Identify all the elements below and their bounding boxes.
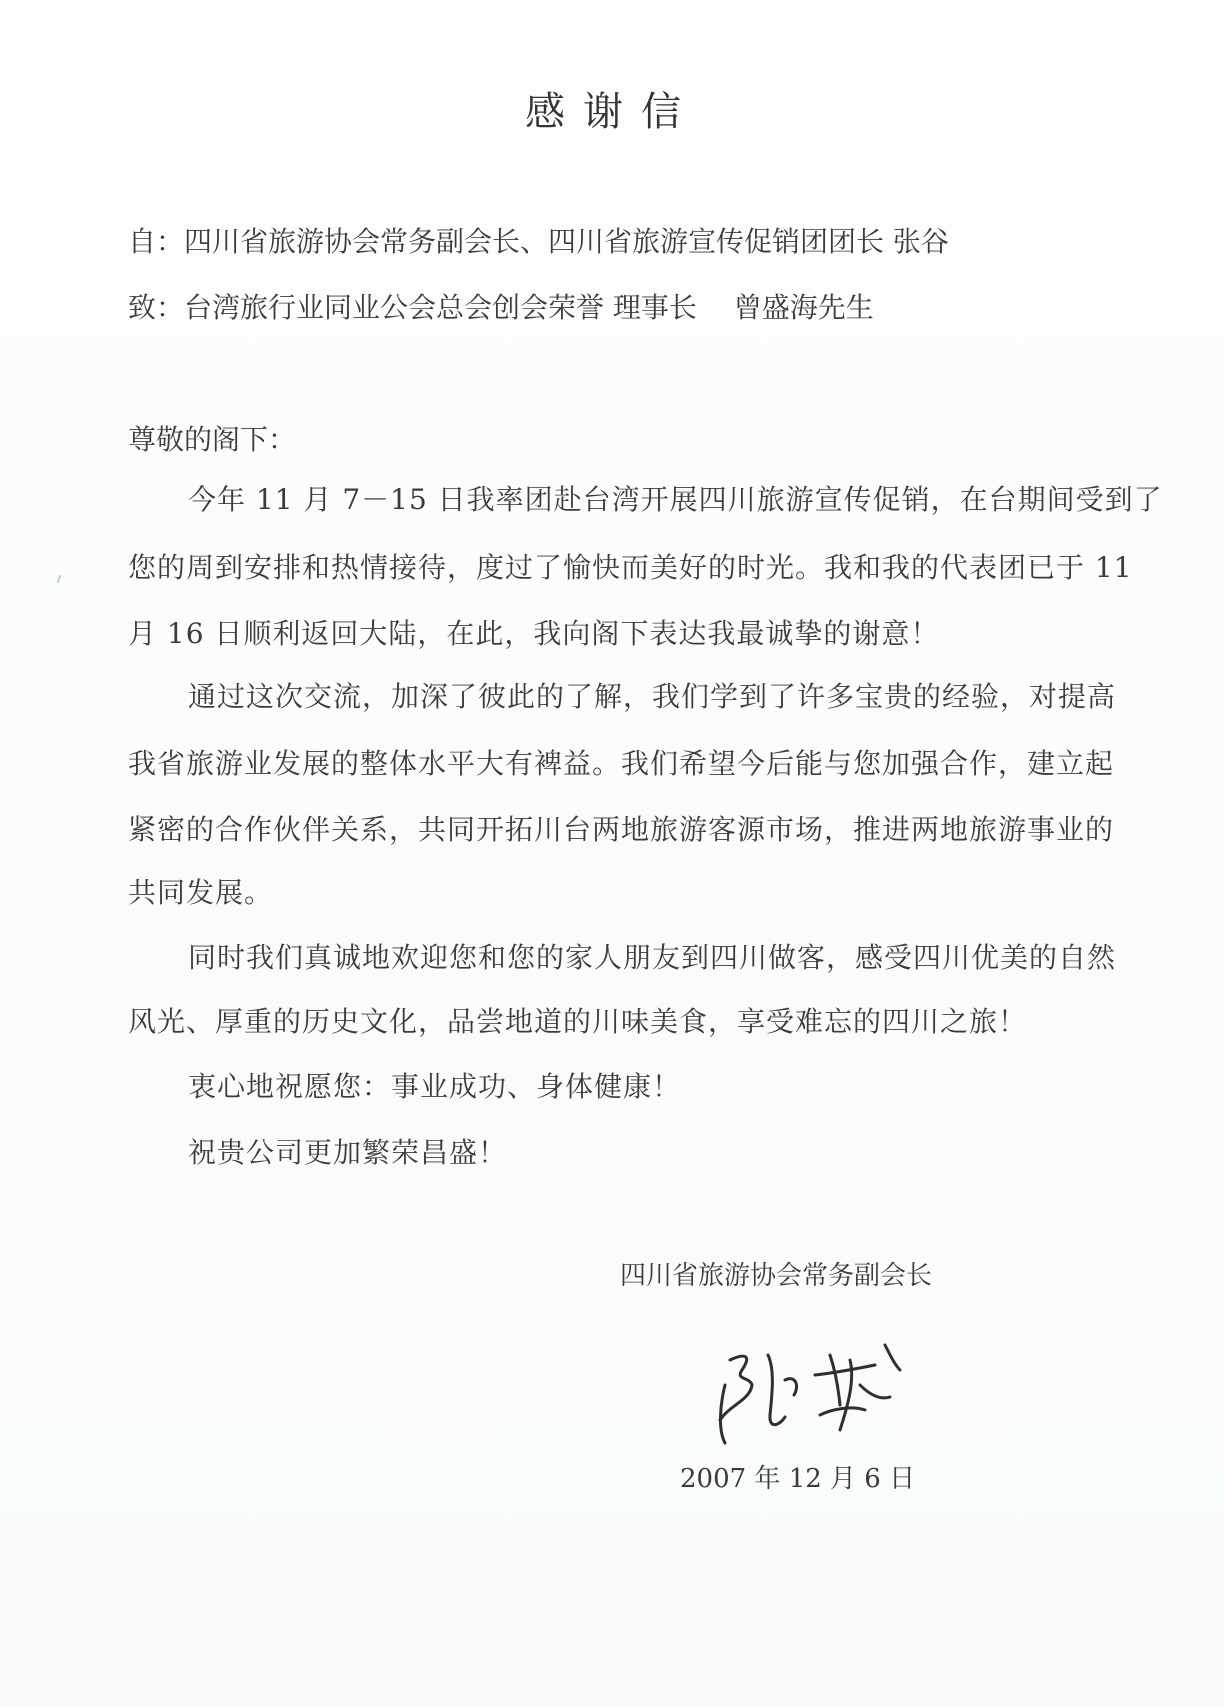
paragraph-2-line-3: 紧密的合作伙伴关系，共同开拓川台两地旅游客源市场，推进两地旅游事业的 (128, 813, 1115, 846)
paragraph-2-line-2: 我省旅游业发展的整体水平大有裨益。我们希望今后能与您加强合作，建立起 (128, 747, 1115, 780)
paragraph-2-line-4: 共同发展。 (128, 876, 274, 909)
signature-organization: 四川省旅游协会常务副会长 (620, 1261, 933, 1291)
paragraph-4-line-1: 衷心地祝愿您：事业成功、身体健康！ (188, 1070, 682, 1103)
paragraph-2-line-1: 通过这次交流，加深了彼此的了解，我们学到了许多宝贵的经验，对提高 (188, 680, 1117, 713)
paragraph-5-line-1: 祝贵公司更加繁荣昌盛！ (188, 1136, 508, 1169)
from-line: 自：四川省旅游协会常务副会长、四川省旅游宣传促销团团长 张谷 (128, 225, 949, 258)
salutation: 尊敬的阁下： (128, 423, 297, 456)
letter-date: 2007 年 12 月 6 日 (680, 1464, 916, 1494)
to-line: 致：台湾旅行业同业公会总会创会荣誉 理事长 曾盛海先生 (128, 291, 874, 324)
paragraph-3-line-2: 风光、厚重的历史文化，品尝地道的川味美食，享受难忘的四川之旅！ (128, 1005, 1028, 1038)
scan-speck (57, 575, 62, 583)
handwritten-signature (690, 1325, 950, 1455)
letter-title: 感谢信 (525, 89, 699, 135)
paragraph-3-line-1: 同时我们真诚地欢迎您和您的家人朋友到四川做客，感受四川优美的自然 (188, 941, 1117, 974)
paragraph-1-line-1: 今年 11 月 7－15 日我率团赴台湾开展四川旅游宣传促销，在台期间受到了 (188, 483, 1163, 516)
paragraph-1-line-2: 您的周到安排和热情接待，度过了愉快而美好的时光。我和我的代表团已于 11 (128, 551, 1133, 584)
paragraph-1-line-3: 月 16 日顺利返回大陆，在此，我向阁下表达我最诚挚的谢意！ (128, 617, 940, 650)
